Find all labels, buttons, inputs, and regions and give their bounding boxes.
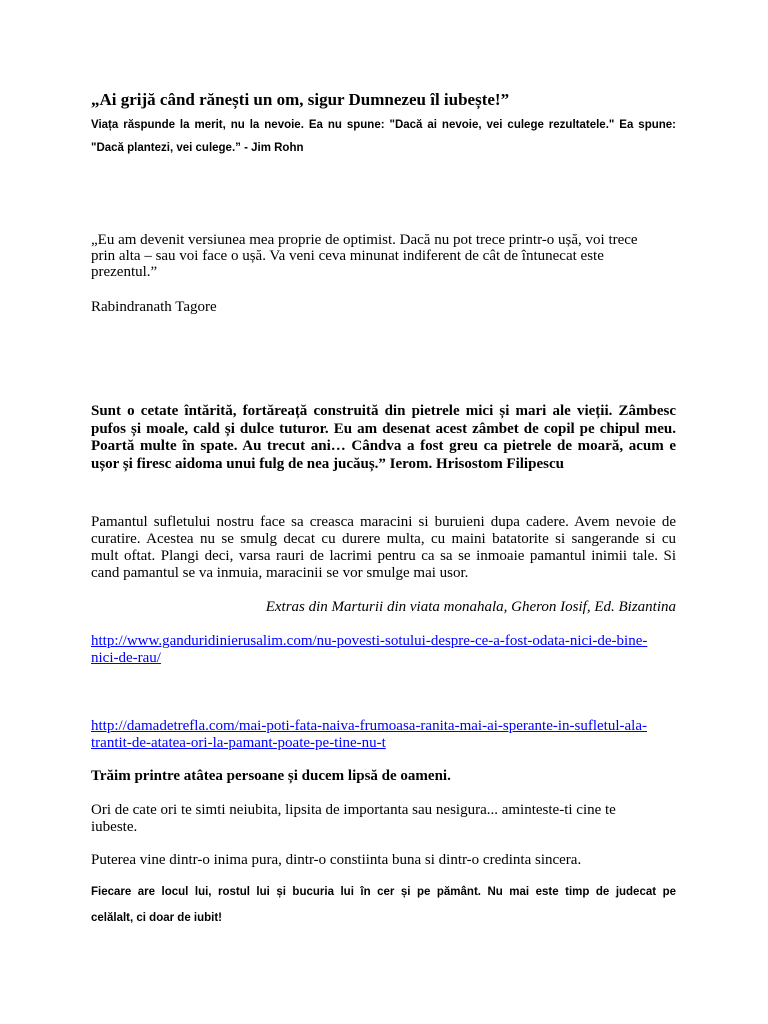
paragraph-line: prezentul.” xyxy=(91,264,158,280)
paragraph-line: Fiecare are locul lui, rostul lui și bucuria lui în cer și pe pământ. Nu mai este timp de judecat pe xyxy=(91,886,676,898)
paragraph-line: prin alta – sau voi face o ușă. Va veni ceva minunat indiferent de cât de întunecat este xyxy=(91,248,604,264)
hyperlink-line[interactable]: http://www.ganduridinierusalim.com/nu-povesti-sotului-despre-ce-a-fost-odata-nici-de-bine- xyxy=(91,633,648,649)
paragraph-line: celălalt, ci doar de iubit! xyxy=(91,912,223,924)
paragraph-line: iubeste. xyxy=(91,819,138,835)
paragraph-line: Pamantul sufletului nostru face sa creasca maracini si buruieni dupa cadere. Avem nevoie de xyxy=(91,514,676,530)
paragraph-line: curatire. Acestea nu se smulg decat cu durere multa, cu maini batatorite si sangerande si cu xyxy=(91,531,676,547)
paragraph-line: "Dacă plantezi, vei culege.” - Jim Rohn xyxy=(91,142,304,154)
paragraph-line: Viața răspunde la merit, nu la nevoie. Ea nu spune: "Dacă ai nevoie, vei culege rezultatele." Ea spune: xyxy=(91,119,676,131)
iosif-excerpt xyxy=(91,514,676,582)
hyperlink-line[interactable]: nici-de-rau/ xyxy=(91,650,161,666)
paragraph-line: ușor și firesc aidoma unui fulg de nea jucăuș.” Ierom. Hrisostom Filipescu xyxy=(91,455,564,472)
filipescu-quote xyxy=(91,403,676,473)
paragraph-line: cand pamantul se va inmuia, maracinii se vor smulge mai usor. xyxy=(91,565,469,581)
paragraph-line: mult oftat. Plangi deci, varsa rauri de lacrimi pentru ca sa se inmoaie pamantul inimii tale. Si xyxy=(91,548,676,564)
closing-paragraph xyxy=(91,879,676,931)
link-damadetrefla xyxy=(91,718,676,757)
jim-rohn-quote xyxy=(91,114,676,160)
hyperlink-line[interactable]: trantit-de-atatea-ori-la-pamant-poate-pe-tine-nu-t xyxy=(91,735,386,751)
reminder-paragraph xyxy=(91,802,676,836)
source-citation: Extras din Marturii din viata monahala, Gheron Iosif, Ed. Bizantina xyxy=(265,599,676,615)
hyperlink-line[interactable]: http://damadetrefla.com/mai-poti-fata-naiva-frumoasa-ranita-mai-ai-sperante-in-sufletul-ala- xyxy=(91,718,647,734)
paragraph-line: Ori de cate ori te simti neiubita, lipsita de importanta sau nesigura... aminteste-ti cine te xyxy=(91,802,616,818)
link-ganduridinierusalim xyxy=(91,633,676,672)
title-text: „Ai grijă când rănești un om, sigur Dumnezeu îl iubește!” xyxy=(91,90,510,109)
paragraph-line: Poartă multe în spate. Au trecut ani… Cândva a fost greu ca pietrele de moară, acum e xyxy=(91,438,676,454)
paragraph-line: pufos și moale, cald și dulce tuturor. Eu am desenat acest zâmbet de copil pe chipul meu. xyxy=(91,420,676,437)
iosif-source xyxy=(91,599,676,616)
sentence-text: Puterea vine dintr-o inima pura, dintr-o constiinta buna si dintr-o credinta sincera. xyxy=(91,852,582,868)
paragraph-line: Sunt o cetate întărită, fortăreață construită din pietrele mici și mari ale vieții. Zâmbesc xyxy=(91,403,676,419)
tagore-author xyxy=(91,299,676,315)
paragraph-line: „Eu am devenit versiunea mea proprie de optimist. Dacă nu pot trece printr-o ușă, voi trece xyxy=(91,232,638,248)
statement-text: Trăim printre atâtea persoane și ducem lipsă de oameni. xyxy=(91,768,451,784)
tagore-quote xyxy=(91,232,676,280)
people-statement xyxy=(91,768,676,785)
document-title xyxy=(91,90,676,110)
author-name: Rabindranath Tagore xyxy=(91,299,217,315)
strength-sentence xyxy=(91,852,676,869)
